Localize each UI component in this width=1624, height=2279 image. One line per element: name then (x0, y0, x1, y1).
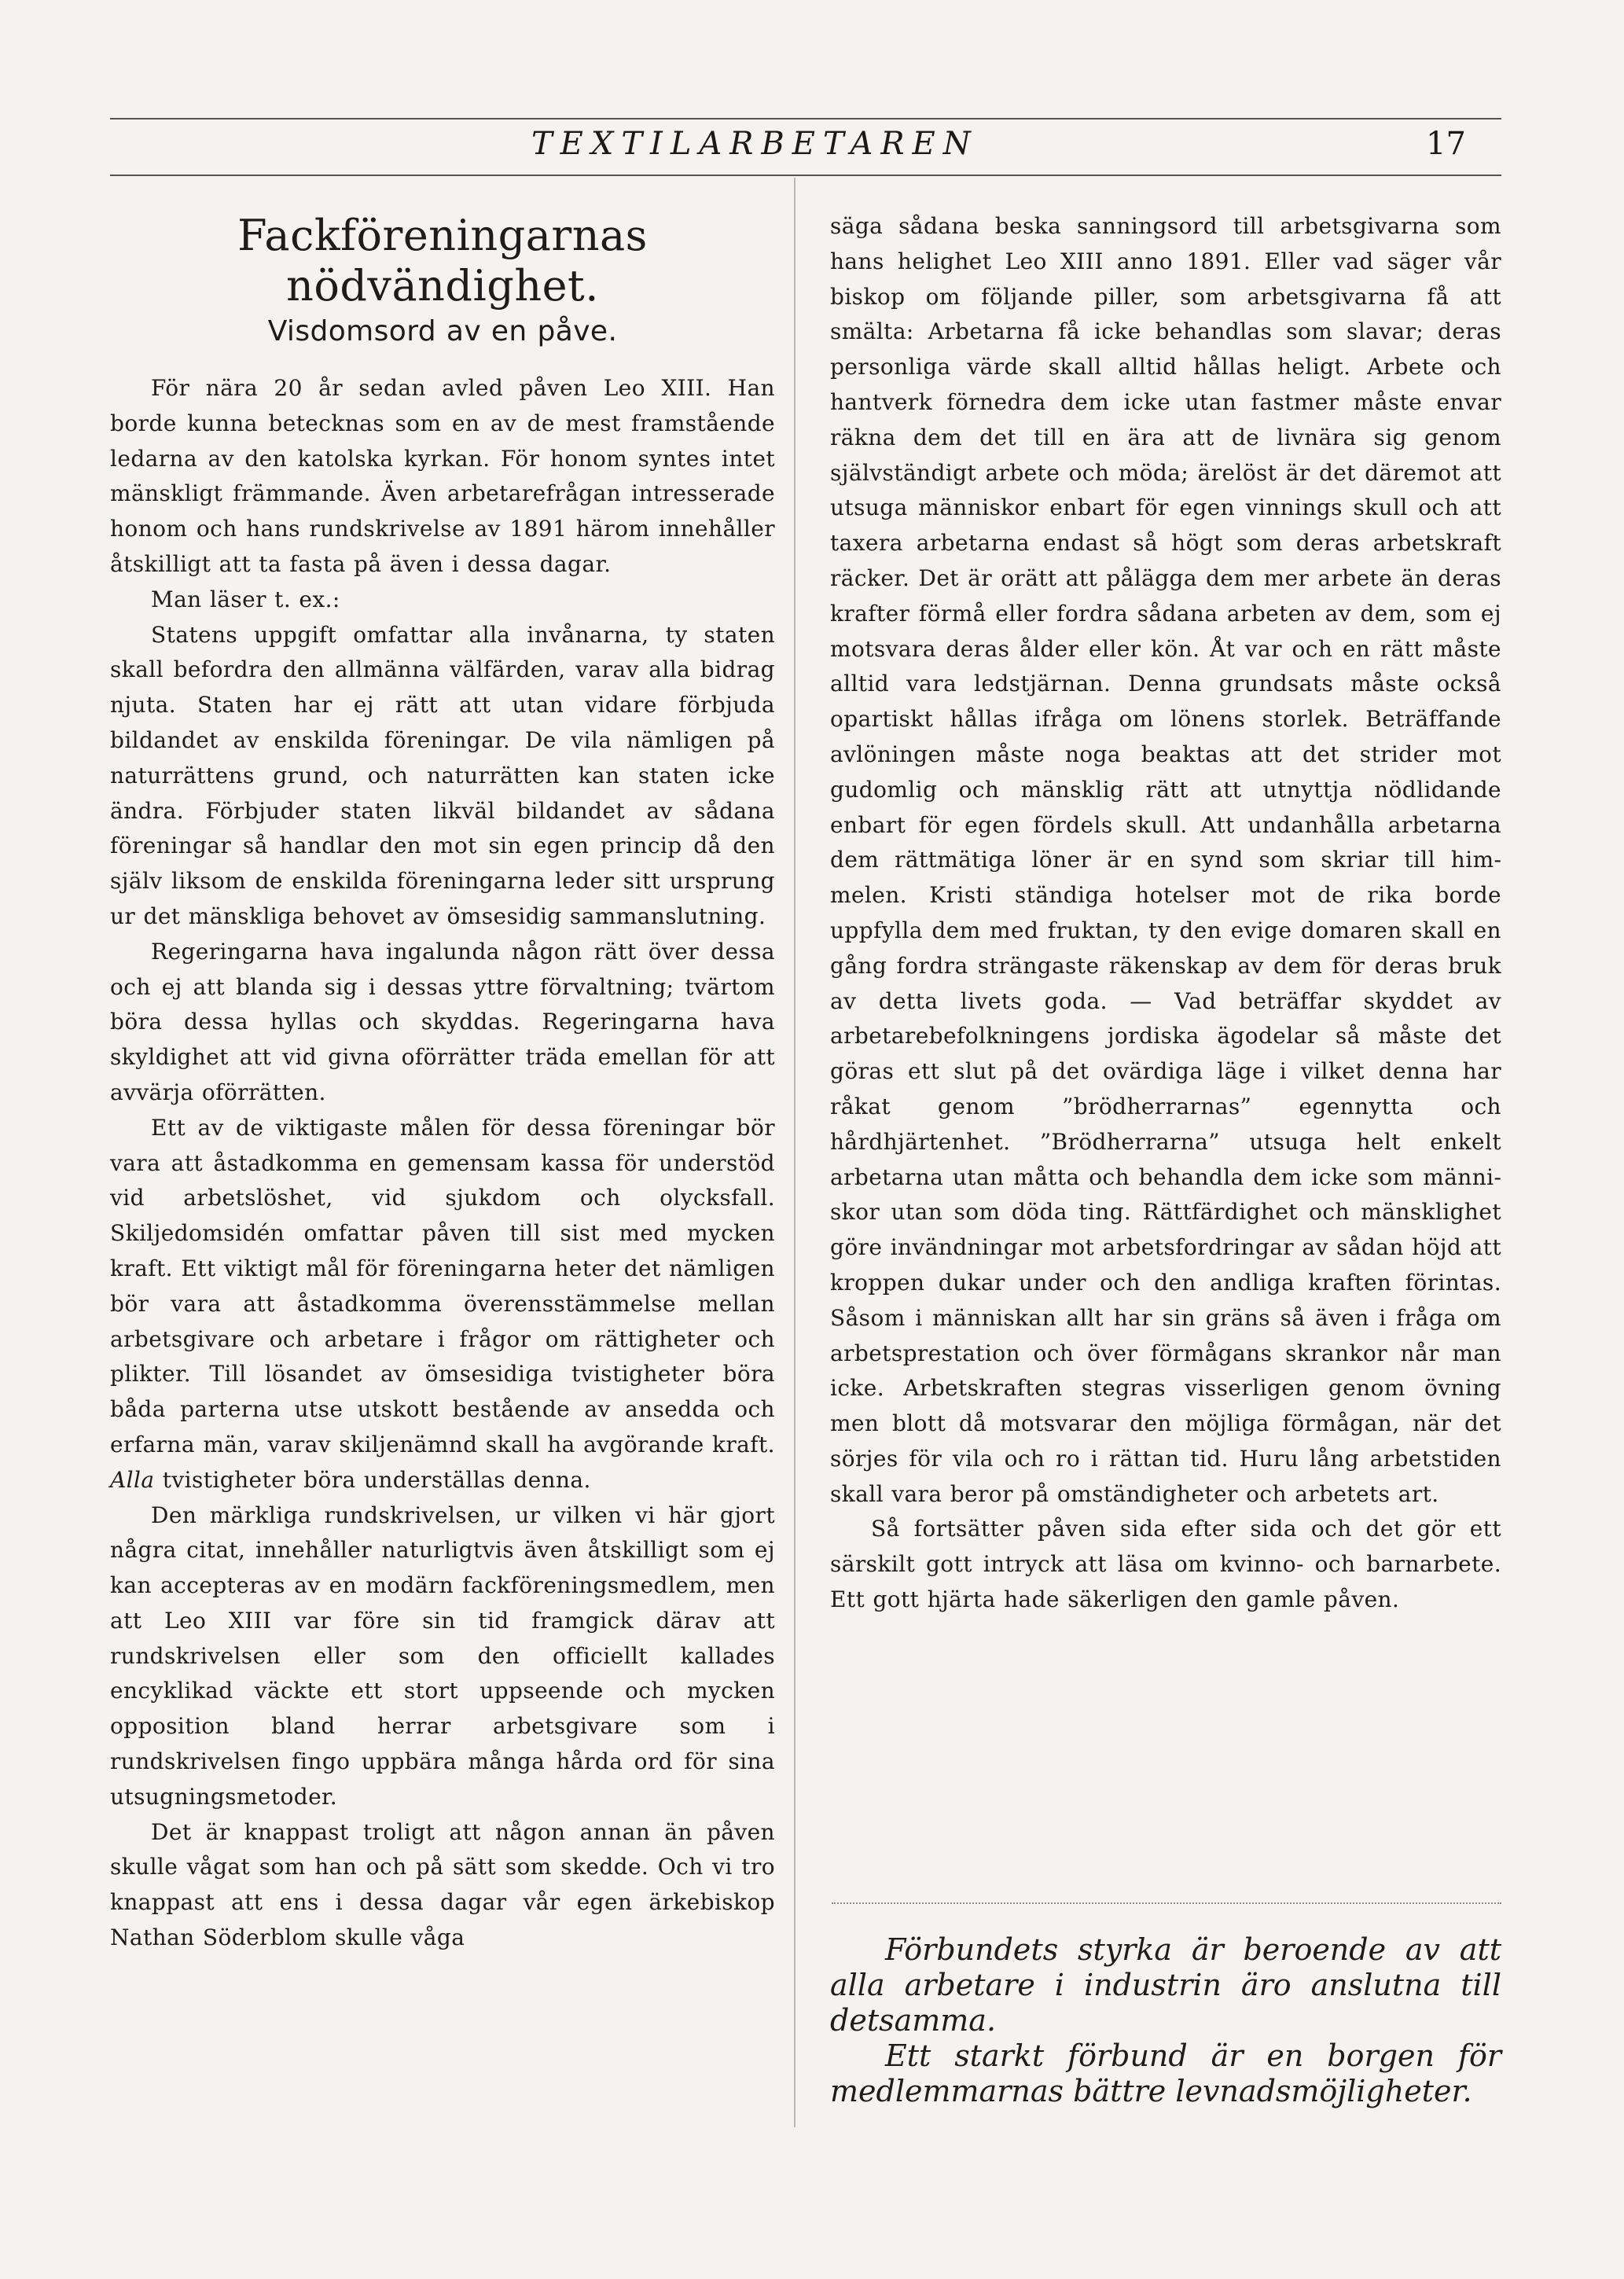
paragraph: säga sådana beska sanningsord till arbetsgivarna som hans helighet Leo XIII anno 1891. Eller vad säger vår biskop om följande piller, som arbetsgivarna få att smälta: Arbetarna få icke behandlas som slavar; deras personliga värde skall alltid hållas heligt. Arbete och hantverk förnedra dem icke utan fastmer måste envar räkna dem det till en ära att de livnära sig genom självständigt arbete och möda; ärelöst är det däremot att utsuga människor enbart för egen vinnings skull och att taxera arbetarna endast så högt som deras arbetskraft räcker. Det är orätt att pålägga dem mer arbete än deras krafter förmå eller fordra sådana arbeten av dem, som ej motsvara deras ålder eller kön. Åt var och en rätt måste alltid vara ledstjärnan. Denna grundsats måste också opartiskt hållas ifråga om lönens storlek. Beträffande avlöningen måste noga beaktas att det strider mot gudomlig och mänsklig rätt att utnyttja nödlidande enbart för egen fördels skull. Att undanhålla arbetarna dem rättmätiga löner är en synd som skriar till himmelen. Kristi ständiga hotelser mot de rika borde uppfylla dem med fruktan, ty den evige domaren skall en gång fordra strängaste räkenskap av dem för deras bruk av detta livets goda. — Vad beträffar skyddet av arbetarebefolkningens jordiska ägodelar så måste det göras ett slut på det ovärdiga läge i vilket denna har råkat genom ”brödherrarnas” egennytta och hårdhjärtenhet. ”Brödherrarna” utsuga helt enkelt arbetarna utan måtta och behandla dem icke som människor utan som döda ting. Rättfärdighet och mänsklighet göre invändningar mot arbetsfordringar av sådan höjd att kroppen dukar under och den andliga kraften förintas. Såsom i människan allt har sin gräns så även i fråga om arbetsprestation och över förmågans skrankor når man icke. Arbetskraften stegras visserligen genom övning men blott då motsvarar den möjliga förmågan, när det sörjes för vila och ro i rättan tid. Huru lång arbetstiden skall vara beror på omständigheter och arbetets art. (830, 213, 1501, 1507)
union-notice (830, 1932, 1501, 2109)
notice-divider (832, 1902, 1501, 1904)
paragraph: Statens uppgift omfattar alla invånarna, ty staten skall befordra den allmänna välfärden, varav alla bidrag njuta. Staten har ej rätt att utan vidare förbjuda bildandet av enskilda föreningar. De vila nämligen på naturrättens grund, och naturrätten kan staten icke ändra. Förbjuder staten likväl bildandet av sådana föreningar så handlar den mot sin egen princip då den själv liksom de enskilda föreningarna leder sitt ursprung ur det mänskliga behovet av ömsesidig sammanslutning. (110, 621, 775, 929)
page-number: 17 (1426, 126, 1466, 162)
paragraph: Den märkliga rundskrivelsen, ur vilken vi här gjort några citat, innehåller naturligtvis även åtskilligt som ej kan accepteras av en modärn fackföreningsmedlem, men att Leo XIII var före sin tid framgick därav att rundskrivelsen eller som den officiellt kallades encyklikad väckte ett stort uppseende och mycken opposition bland herrar arbetsgivare som i rundskrivelsen fingo uppbära många hårda ord för sina utsugningsmetoder. (110, 1502, 775, 1810)
header-rule-bottom (110, 175, 1501, 176)
notice-line: Ett starkt förbund är en borgen för medlemmarnas bättre levnadsmöjligheter. (830, 2038, 1501, 2108)
article-subtitle: Visdomsord av en påve. (267, 315, 618, 347)
journal-title: TEXTILARBETAREN (531, 126, 979, 162)
article-title: Fackföreningarnas nödvändighet. (237, 211, 648, 311)
header-rule-top (110, 118, 1501, 119)
emphasis-word: Alla (110, 1466, 155, 1493)
column-divider (794, 178, 795, 2127)
paragraph-text: Ett av de viktigaste målen för dessa föreningar bör vara att åstadkomma en gemensam kassa för understöd vid arbetslöshet, vid sjukdom och olycksfall. Skiljedomsidén omfattar påven till sist med mycken kraft. Ett viktigt mål för föreningarna heter det nämligen bör vara att åstadkomma överensstämmelse mellan arbetsgivare och arbetare i frågor om rättigheter och plikter. Till lösandet av ömsesidiga tvistigheter böra båda parterna utse utskott bestående av ansedda och erfarna män, varav skiljenämnd skall ha avgörande kraft. (110, 1114, 775, 1457)
paragraph: Det är knappast troligt att någon annan än påven skulle vågat som han och på sätt som skedde. Och vi tro knappast att ens i dessa dagar vår egen ärkebiskop Nathan Söderblom skulle våga (110, 1818, 775, 1951)
paragraph: Så fortsätter påven sida efter sida och det gör ett särskilt gott intryck att läsa om kvinno- och barnarbete. Ett gott hjärta hade säkerligen den gamle påven. (830, 1516, 1501, 1613)
paragraph-with-emphasis (110, 1111, 775, 1498)
paragraph-text-tail: tvistigheter böra underställas denna. (154, 1466, 591, 1493)
paragraph: Regeringarna hava ingalunda någon rätt över dessa och ej att blanda sig i dessas yttre förvaltning; tvärtom böra dessa hyllas och skyddas. Regeringarna hava skyldighet att vid givna oförrätter träda emellan för att avvärja oförrätten. (110, 938, 775, 1105)
left-column (110, 211, 775, 1956)
notice-line: Förbundets styrka är beroende av att alla arbetare i industrin äro anslutna till detsamma. (830, 1932, 1501, 2038)
paragraph: För nära 20 år sedan avled påven Leo XIII. Han borde kunna betecknas som en av de mest framstående ledarna av den katolska kyrkan. För honom syntes intet mänskligt främmande. Även arbetarefrågan intresserade honom och hans rundskrivelse av 1891 härom innehåller åtskilligt att ta fasta på även i dessa dagar. (110, 375, 775, 577)
right-column (830, 209, 1501, 1618)
paragraph: Man läser t. ex.: (151, 586, 340, 612)
